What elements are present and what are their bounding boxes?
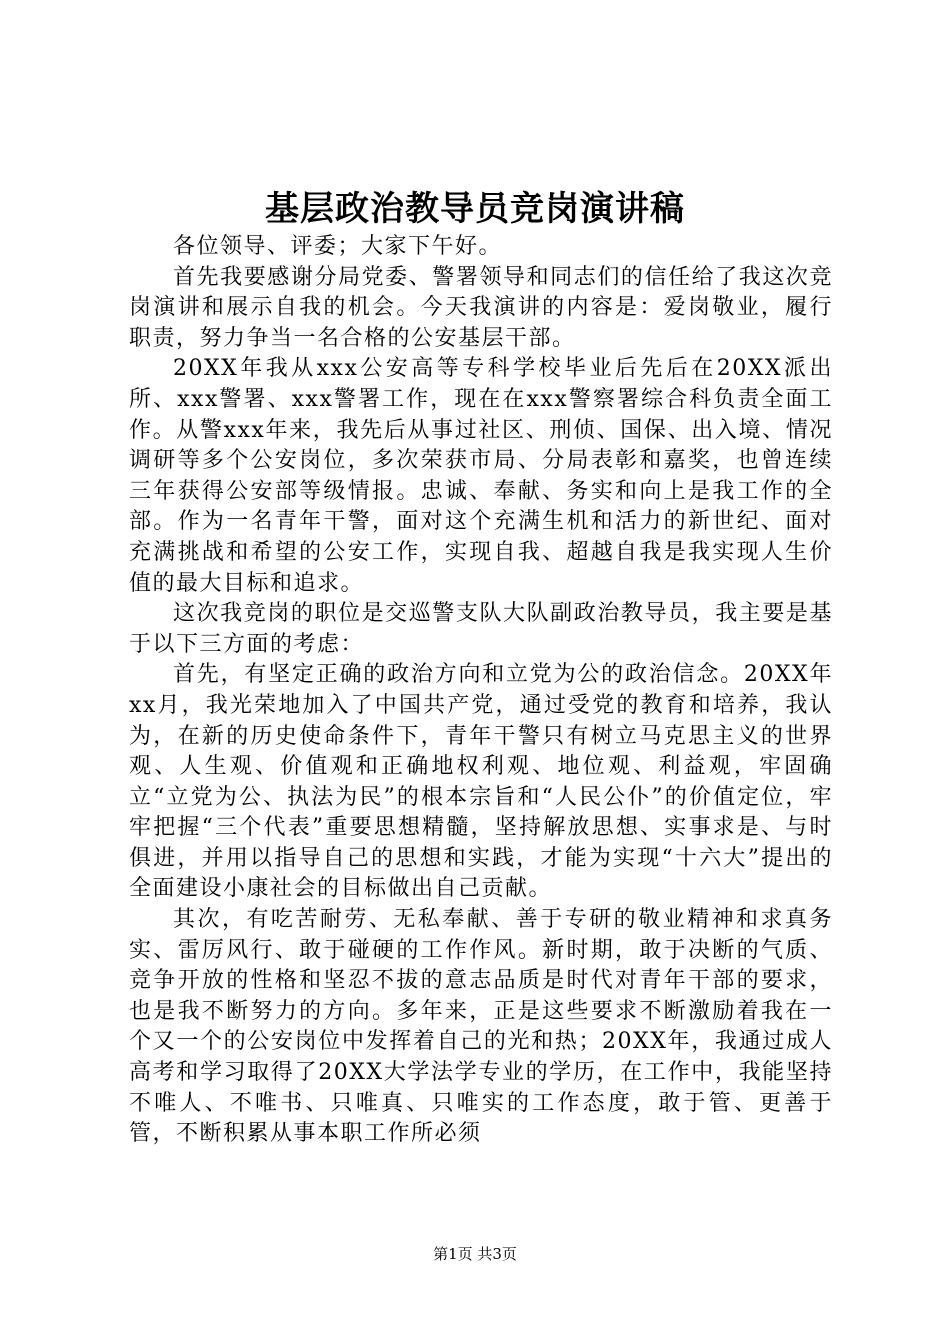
- page-title: 基层政治教导员竞岗演讲稿: [265, 189, 685, 229]
- document-body: [129, 232, 833, 1150]
- paragraph-position: 这次我竞岗的职位是交巡警支队大队副政治教导员，我主要是基于以下三方面的考虑：: [129, 601, 833, 657]
- paragraph-background: 20XX年我从xxx公安高等专科学校毕业后先后在20XX派出所、xxx警署、xxx警署工作，现在在xxx警察署综合科负责全面工作。从警xxx年来，我先后从事过社区、刑侦、国保、出入境、情况调研等多个公安岗位，多次荣获市局、分局表彰和嘉奖，也曾连续三年获得公安部等级情报。忠诚、奉献、务实和向上是我工作的全部。作为一名青年干警，面对这个充满生机和活力的新世纪、面对充满挑战和希望的公安工作，实现自我、超越自我是我实现人生价值的最大目标和追求。: [129, 356, 833, 596]
- paragraph-first-reason: 首先，有坚定正确的政治方向和立党为公的政治信念。20XX年xx月，我光荣地加入了中国共产党，通过受党的教育和培养，我认为，在新的历史使命条件下，青年干警只有树立马克思主义的世界观、人生观、价值观和正确地权利观、地位观、利益观，牢固确立“立党为公、执法为民”的根本宗旨和“人民公仆”的价值定位，牢牢把握“三个代表”重要思想精髓，坚持解放思想、实事求是、与时俱进，并用以指导自己的思想和实践，才能为实现“十六大”提出的全面建设小康社会的目标做出自己贡献。: [129, 662, 833, 902]
- paragraph-thanks: 首先我要感谢分局党委、警署领导和同志们的信任给了我这次竞岗演讲和展示自我的机会。今天我演讲的内容是：爱岗敬业，履行职责，努力争当一名合格的公安基层干部。: [129, 264, 833, 351]
- paragraph-second-reason: 其次，有吃苦耐劳、无私奉献、善于专研的敬业精神和求真务实、雷厉风行、敢于碰硬的工作作风。新时期，敢于决断的气质、竞争开放的性格和坚忍不拔的意志品质是时代对青年干部的要求，也是我不断努力的方向。多年来，正是这些要求不断激励着我在一个又一个的公安岗位中发挥着自己的光和热；20XX年，我通过成人高考和学习取得了20XX大学法学专业的学历，在工作中，我能坚持不唯人、不唯书、只唯真、只唯实的工作态度，敢于管、更善于管，不断积累从事本职工作所必须: [129, 907, 833, 1147]
- paragraph-greeting: 各位领导、评委；大家下午好。: [173, 234, 503, 259]
- page-footer: 第1页 共3页: [433, 1245, 517, 1263]
